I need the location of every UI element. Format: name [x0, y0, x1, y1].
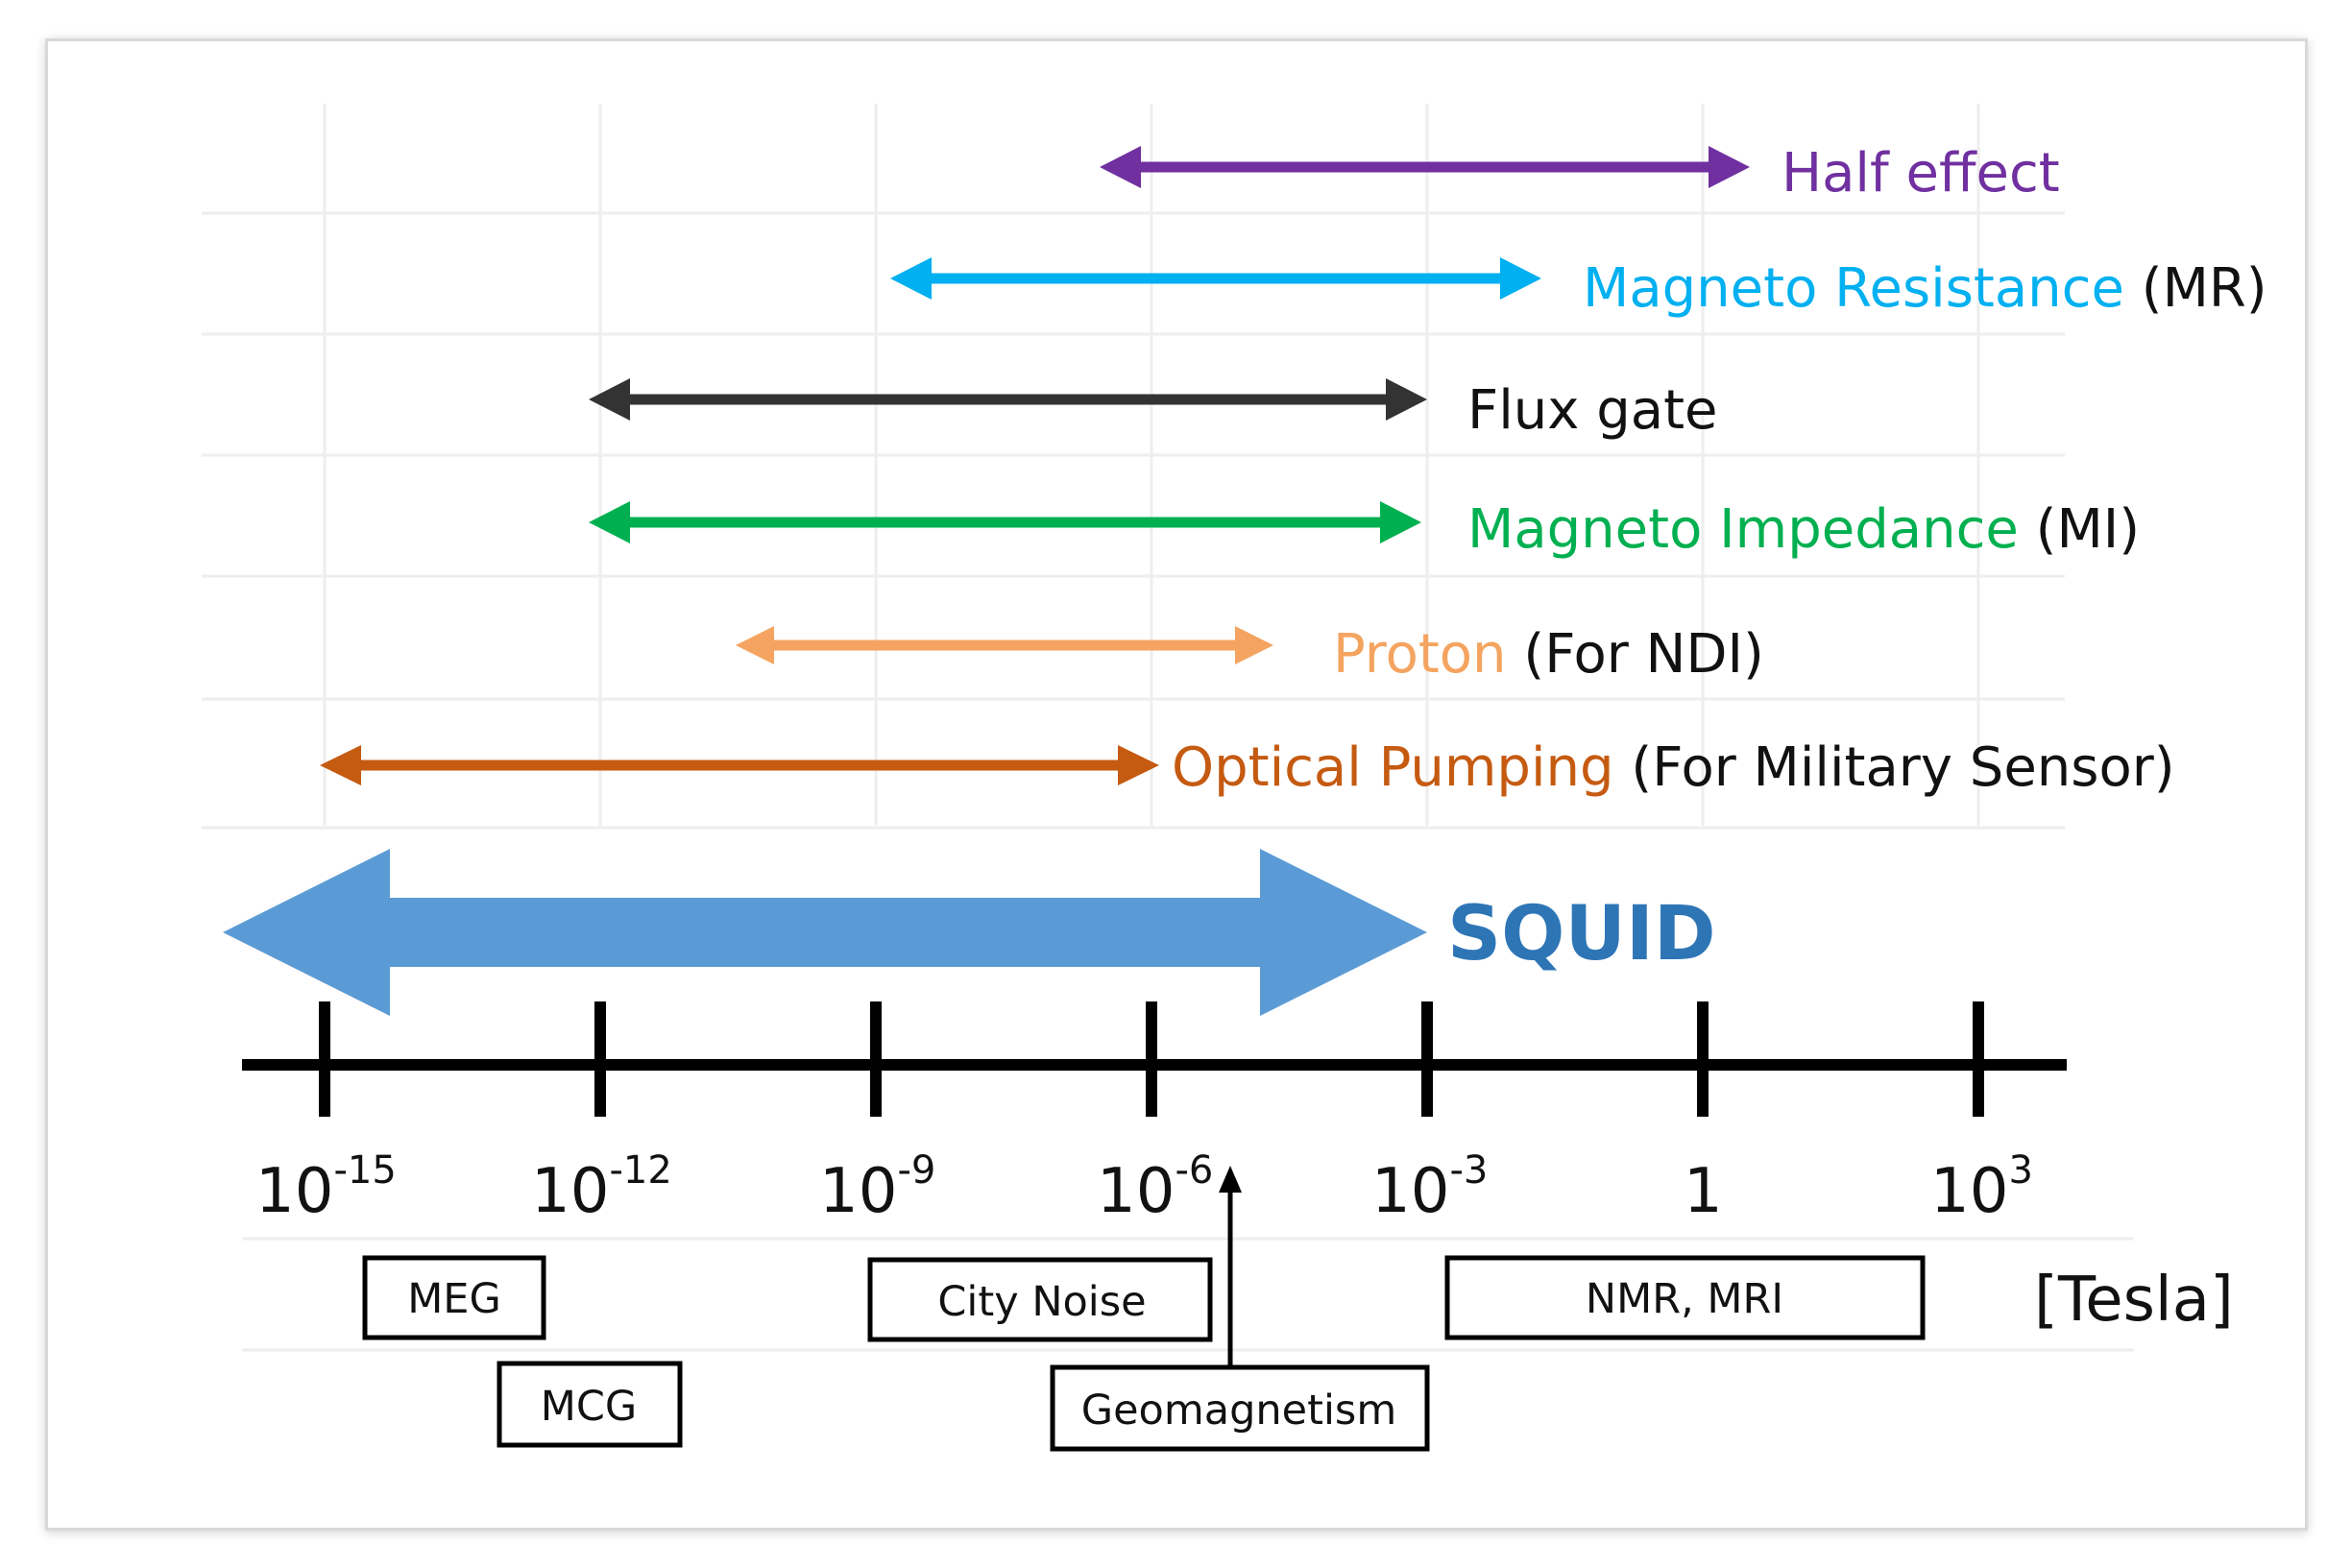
half-effect-arrowhead-right — [1709, 146, 1750, 188]
flux-gate-arrowhead-right — [1386, 378, 1427, 421]
half-effect-label: Half effect — [1781, 142, 2060, 205]
magneto-impedance-label: Magneto Impedance (MI) — [1467, 498, 2141, 561]
app-meg-label: MEG — [407, 1275, 501, 1323]
axis-unit-label: [Tesla] — [2034, 1265, 2234, 1336]
sensor-half-effect — [1100, 142, 2060, 205]
app-mcg — [499, 1363, 680, 1445]
half-effect-arrowhead-left — [1100, 146, 1141, 188]
sensor-flux-gate — [589, 378, 1717, 442]
flux-gate-label: Flux gate — [1467, 379, 1718, 442]
magneto-impedance-arrowhead-left — [589, 501, 630, 543]
flux-gate-arrowhead-left — [589, 378, 630, 421]
magneto-resistance-arrowhead-left — [890, 257, 932, 300]
app-city-noise — [870, 1260, 1210, 1339]
proton-arrowhead-right — [1235, 626, 1273, 664]
squid-range — [223, 849, 1716, 1016]
squid-arrow — [223, 849, 1427, 1016]
magneto-impedance-arrowhead-right — [1380, 501, 1421, 543]
squid-label: SQUID — [1447, 891, 1716, 977]
tick-label: $10^3$ — [1930, 1148, 2033, 1227]
tick-label: $10^{-9}$ — [819, 1148, 936, 1227]
proton-label: Proton (For NDI) — [1333, 623, 1764, 686]
tick-label: $10^{-3}$ — [1371, 1148, 1489, 1227]
sensor-optical-pumping — [320, 736, 2175, 799]
app-geomagnetism-label: Geomagnetism — [1080, 1387, 1397, 1435]
geomagnetism-pointer-head — [1219, 1166, 1242, 1193]
optical-pumping-arrowhead-right — [1118, 745, 1159, 785]
sensor-proton — [736, 623, 1764, 686]
tick-label: 1 — [1684, 1156, 1723, 1227]
tick-label: $10^{-12}$ — [531, 1148, 672, 1227]
app-nmr-mri — [1447, 1258, 1923, 1338]
app-mcg-label: MCG — [540, 1383, 638, 1431]
app-city-noise-label: City Noise — [937, 1278, 1147, 1326]
tick-label: $10^{-6}$ — [1097, 1148, 1214, 1227]
app-nmr-mri-label: NMR, MRI — [1585, 1275, 1784, 1323]
app-meg — [365, 1258, 544, 1338]
sensor-magneto-resistance — [890, 257, 2267, 320]
tick-label: $10^{-15}$ — [255, 1148, 397, 1227]
app-geomagnetism — [1053, 1367, 1427, 1449]
sensor-magneto-impedance — [589, 498, 2140, 561]
magneto-resistance-arrowhead-right — [1500, 257, 1541, 300]
magneto-resistance-label: Magneto Resistance (MR) — [1583, 257, 2267, 320]
optical-pumping-label: Optical Pumping (For Military Sensor) — [1172, 736, 2175, 799]
proton-arrowhead-left — [736, 626, 774, 664]
